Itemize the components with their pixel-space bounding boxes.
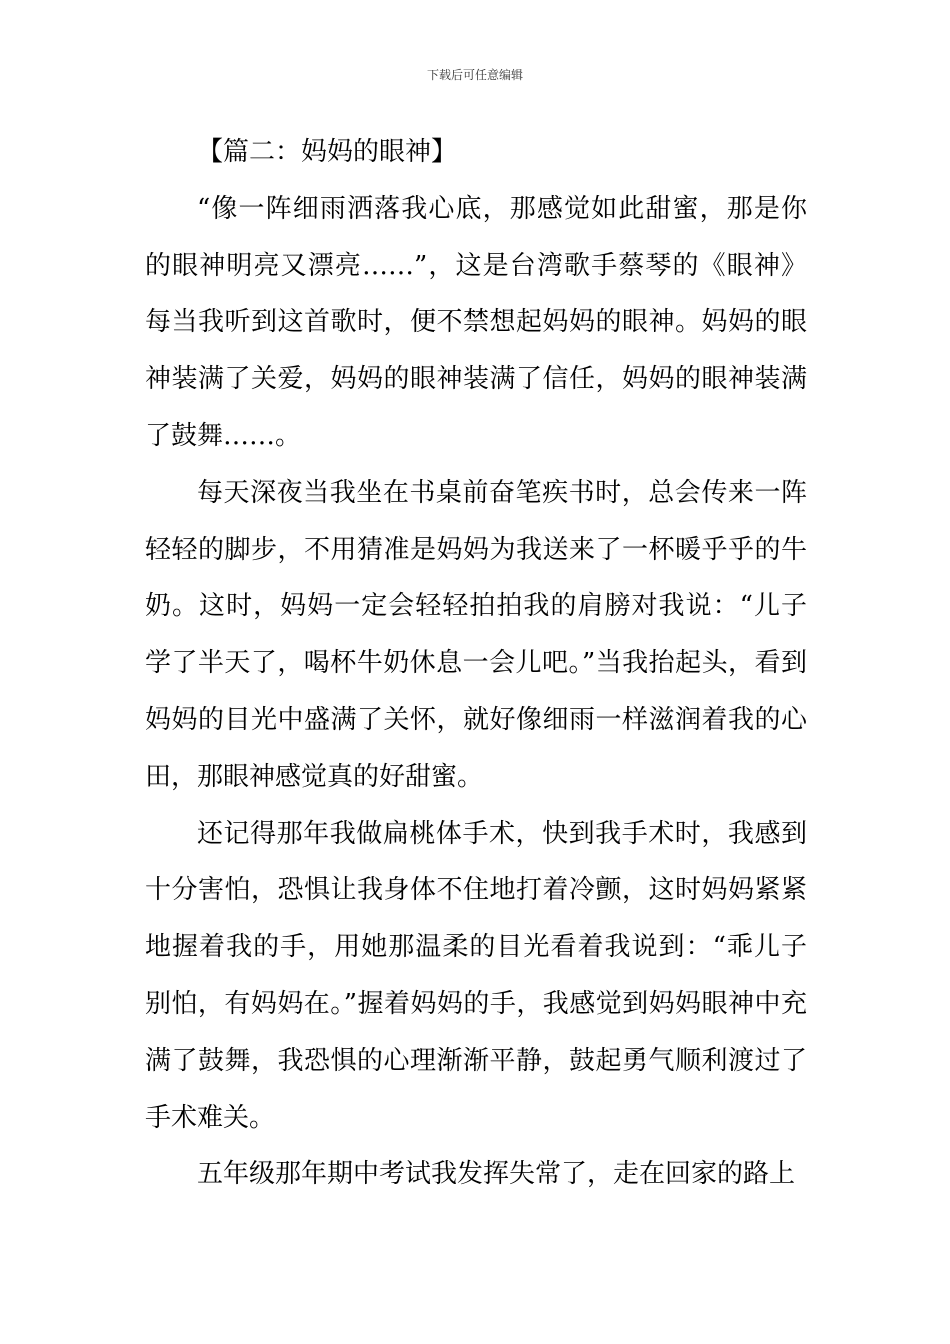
article-title: 【篇二：妈妈的眼神】 [197, 137, 458, 167]
paragraph-4: 五年级那年期中考试我发挥失常了，走在回家的路上 [197, 1159, 796, 1190]
header-note: 下载后可任意编辑 [426, 68, 523, 82]
paragraph-3: 还记得那年我做扁桃体手术，快到我手术时，我感到十分害怕，恐惧让我身体不住地打着冷颤，这时妈妈紧紧地握着我的手，用她那温柔的目光看着我说到：“乖儿子别怕，有妈妈在。”握着妈妈的手，我感觉到妈妈眼神中充满了鼓舞，我恐惧的心理渐渐平静，鼓起勇气顺利渡过了手术难关。 [145, 818, 807, 1133]
paragraph-2: 每天深夜当我坐在书桌前奋笔疾书时，总会传来一阵轻轻的脚步，不用猜准是妈妈为我送来了一杯暖乎乎的牛奶。这时，妈妈一定会轻轻拍拍我的肩膀对我说：“儿子学了半天了，喝杯牛奶休息一会儿吧。”当我抬起头，看到妈妈的目光中盛满了关怀，就好像细雨一样滋润着我的心田，那眼神感觉真的好甜蜜。 [145, 477, 807, 792]
article-body [145, 124, 807, 1203]
paragraph-1: “像一阵细雨洒落我心底，那感觉如此甜蜜，那是你的眼神明亮又漂亮……”，这是台湾歌手蔡琴的《眼神》每当我听到这首歌时，便不禁想起妈妈的眼神。妈妈的眼神装满了关爱，妈妈的眼神装满了信任，妈妈的眼神装满了鼓舞……。 [145, 193, 807, 451]
